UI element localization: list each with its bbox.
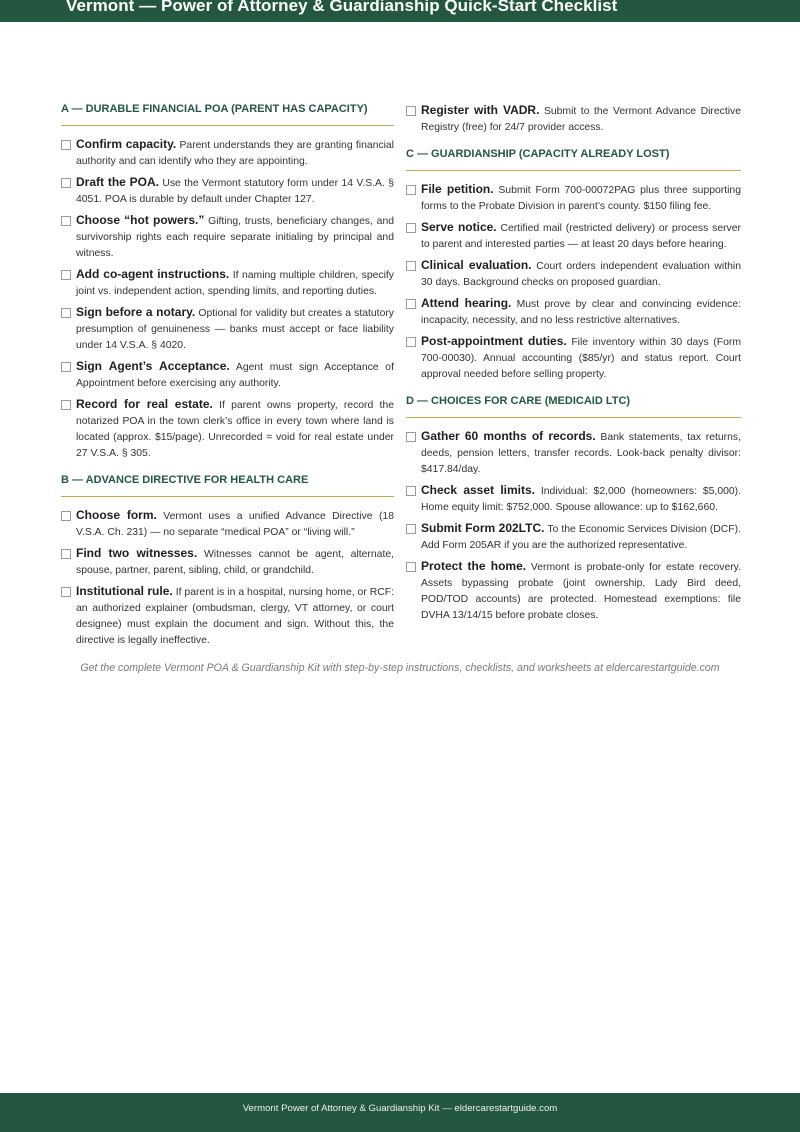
checkbox[interactable]: [406, 106, 416, 116]
section-c: [406, 147, 741, 383]
item-text: Must prove by clear and convincing evidence: incapacity, necessity, and no less restrictive alternatives.: [421, 299, 741, 326]
checklist-item: [406, 219, 741, 253]
item-text: Bank statements, tax returns, deeds, pension letters, transfer records. Look-back penalty divisor: $417.84/day.: [421, 432, 742, 475]
checkbox[interactable]: [406, 524, 416, 534]
checklist-item: [61, 358, 394, 392]
checkbox[interactable]: [406, 223, 416, 233]
item-text: Court orders independent evaluation within 30 days. Background checks on proposed guardian.: [421, 261, 741, 288]
checkbox[interactable]: [406, 432, 416, 442]
item-title: Sign Agent’s Acceptance.: [76, 359, 230, 373]
checklist-item: [61, 212, 394, 262]
item-title: Post-appointment duties.: [421, 334, 567, 348]
section-b-continued: [406, 102, 741, 136]
item-text: If parent owns property, record the notarized POA in the town clerk’s office in every town where land is located (approx. $15/page). Unrecorded = void for real estate under 27 V.S.A. § 305.: [76, 400, 394, 459]
item-title: Choose “hot powers.”: [76, 213, 205, 227]
item-title: Attend hearing.: [421, 296, 512, 310]
item-text: Certified mail (restricted delivery) or process server to parent and interested parties — at least 20 days before hearing.: [421, 223, 741, 250]
item-title: Choose form.: [76, 508, 157, 522]
checkbox[interactable]: [61, 270, 71, 280]
item-text: Submit Form 700-00072PAG plus three supporting forms to the Probate Division in parent’s county. $150 filing fee.: [421, 185, 741, 212]
section-b: [61, 473, 394, 649]
item-text: Individual: $2,000 (homeowners: $5,000). Home equity limit: $752,000. Spouse allowance: up to $162,660.: [421, 486, 742, 513]
item-title: Check asset limits.: [421, 483, 536, 497]
item-text: Use the Vermont statutory form under 14 V.S.A. § 4051. POA is durable by default under Chapter 127.: [76, 178, 394, 205]
item-title: Institutional rule.: [76, 584, 173, 598]
item-text: Optional for validity but creates a statutory presumption of genuineness — banks must accept or face liability under 14 V.S.A. § 4020.: [76, 308, 395, 351]
item-title: Protect the home.: [421, 559, 527, 573]
checklist-item: [61, 136, 394, 170]
checkbox[interactable]: [61, 549, 71, 559]
promo-text: Get the complete Vermont POA & Guardianship Kit with step-by-step instructions, checklists, and worksheets at eldercarestartguide.com: [80, 662, 720, 674]
checkbox[interactable]: [406, 486, 416, 496]
checklist-item: [406, 482, 741, 516]
item-text: Agent must sign Acceptance of Appointment before exercising any authority.: [76, 362, 394, 389]
checkbox[interactable]: [406, 299, 416, 309]
section-heading: C — GUARDIANSHIP (CAPACITY ALREADY LOST): [406, 147, 741, 171]
checklist-item: [61, 507, 394, 541]
checklist-item: [61, 396, 394, 462]
right-column: [406, 102, 741, 628]
checklist-item: [61, 304, 394, 354]
checklist-item: [406, 102, 741, 136]
checkbox[interactable]: [61, 216, 71, 226]
checkbox[interactable]: [406, 261, 416, 271]
item-text: Witnesses cannot be agent, alternate, spouse, partner, parent, sibling, child, or grandchild.: [76, 549, 394, 576]
checklist-item: [406, 520, 741, 554]
checklist-item: [406, 181, 741, 215]
item-title: Confirm capacity.: [76, 137, 177, 151]
header-bar: [0, 0, 800, 22]
item-text: Vermont uses a unified Advance Directive (18 V.S.A. Ch. 231) — no separate “medical POA” or “living will.”: [76, 511, 394, 538]
section-heading: D — CHOICES FOR CARE (MEDICAID LTC): [406, 394, 741, 418]
item-title: Register with VADR.: [421, 103, 540, 117]
item-text: Vermont is probate-only for estate recovery. Assets bypassing probate (joint ownership, Lady Bird deed, POD/TOD accounts) are protected. Homestead exemptions: file DVHA 13/14/15 before probate closes.: [421, 562, 741, 621]
item-title: Add co-agent instructions.: [76, 267, 230, 281]
item-title: File petition.: [421, 182, 494, 196]
checkbox[interactable]: [61, 178, 71, 188]
checklist-item: [406, 295, 741, 329]
item-title: Draft the POA.: [76, 175, 159, 189]
item-title: Sign before a notary.: [76, 305, 196, 319]
item-title: Record for real estate.: [76, 397, 213, 411]
footer-bar: [0, 1093, 800, 1132]
checklist-item: [406, 428, 741, 478]
item-title: Find two witnesses.: [76, 546, 198, 560]
section-a: [61, 102, 394, 462]
item-text: Parent understands they are granting financial authority and can identify who they are appointing.: [76, 140, 394, 167]
page-title: Vermont — Power of Attorney & Guardianship Quick-Start Checklist: [66, 0, 618, 15]
checkbox[interactable]: [61, 511, 71, 521]
checklist-item: [61, 174, 394, 208]
left-column: [61, 102, 394, 653]
item-title: Submit Form 202LTC.: [421, 521, 545, 535]
checklist-item: [61, 266, 394, 300]
item-text: Gifting, trusts, beneficiary changes, and survivorship rights each require separate initialing by principal and witness.: [76, 216, 394, 259]
checkbox[interactable]: [406, 337, 416, 347]
checkbox[interactable]: [61, 308, 71, 318]
item-text: If parent is in a hospital, nursing home, or RCF: an authorized explainer (ombudsman, clergy, VT attorney, or court designee) must explain the document and sign. Without this, the directive is legally ineffective.: [76, 587, 394, 646]
checkbox[interactable]: [61, 587, 71, 597]
checkbox[interactable]: [61, 400, 71, 410]
checklist-item: [61, 545, 394, 579]
item-title: Serve notice.: [421, 220, 497, 234]
checklist-item: [406, 333, 741, 383]
checkbox[interactable]: [61, 140, 71, 150]
item-text: File inventory within 30 days (Form 700-00030). Annual accounting ($85/yr) and status report. Court approval needed before selling property.: [421, 337, 741, 380]
section-heading: B — ADVANCE DIRECTIVE FOR HEALTH CARE: [61, 473, 394, 497]
item-title: Gather 60 months of records.: [421, 429, 596, 443]
checklist-item: [406, 558, 741, 624]
checklist-item: [406, 257, 741, 291]
section-d: [406, 394, 741, 624]
checkbox[interactable]: [406, 562, 416, 572]
checkbox[interactable]: [406, 185, 416, 195]
item-text: If naming multiple children, specify joint vs. independent action, spending limits, and reporting duties.: [76, 270, 394, 297]
item-title: Clinical evaluation.: [421, 258, 532, 272]
item-text: Submit to the Vermont Advance Directive Registry (free) for 24/7 provider access.: [421, 106, 741, 133]
footer-text: Vermont Power of Attorney & Guardianship Kit — eldercarestartguide.com: [242, 1103, 558, 1114]
item-text: To the Economic Services Division (DCF). Add Form 205AR if you are the authorized representative.: [421, 524, 742, 551]
section-heading: A — DURABLE FINANCIAL POA (PARENT HAS CAPACITY): [61, 102, 394, 126]
checkbox[interactable]: [61, 362, 71, 372]
checklist-item: [61, 583, 394, 649]
